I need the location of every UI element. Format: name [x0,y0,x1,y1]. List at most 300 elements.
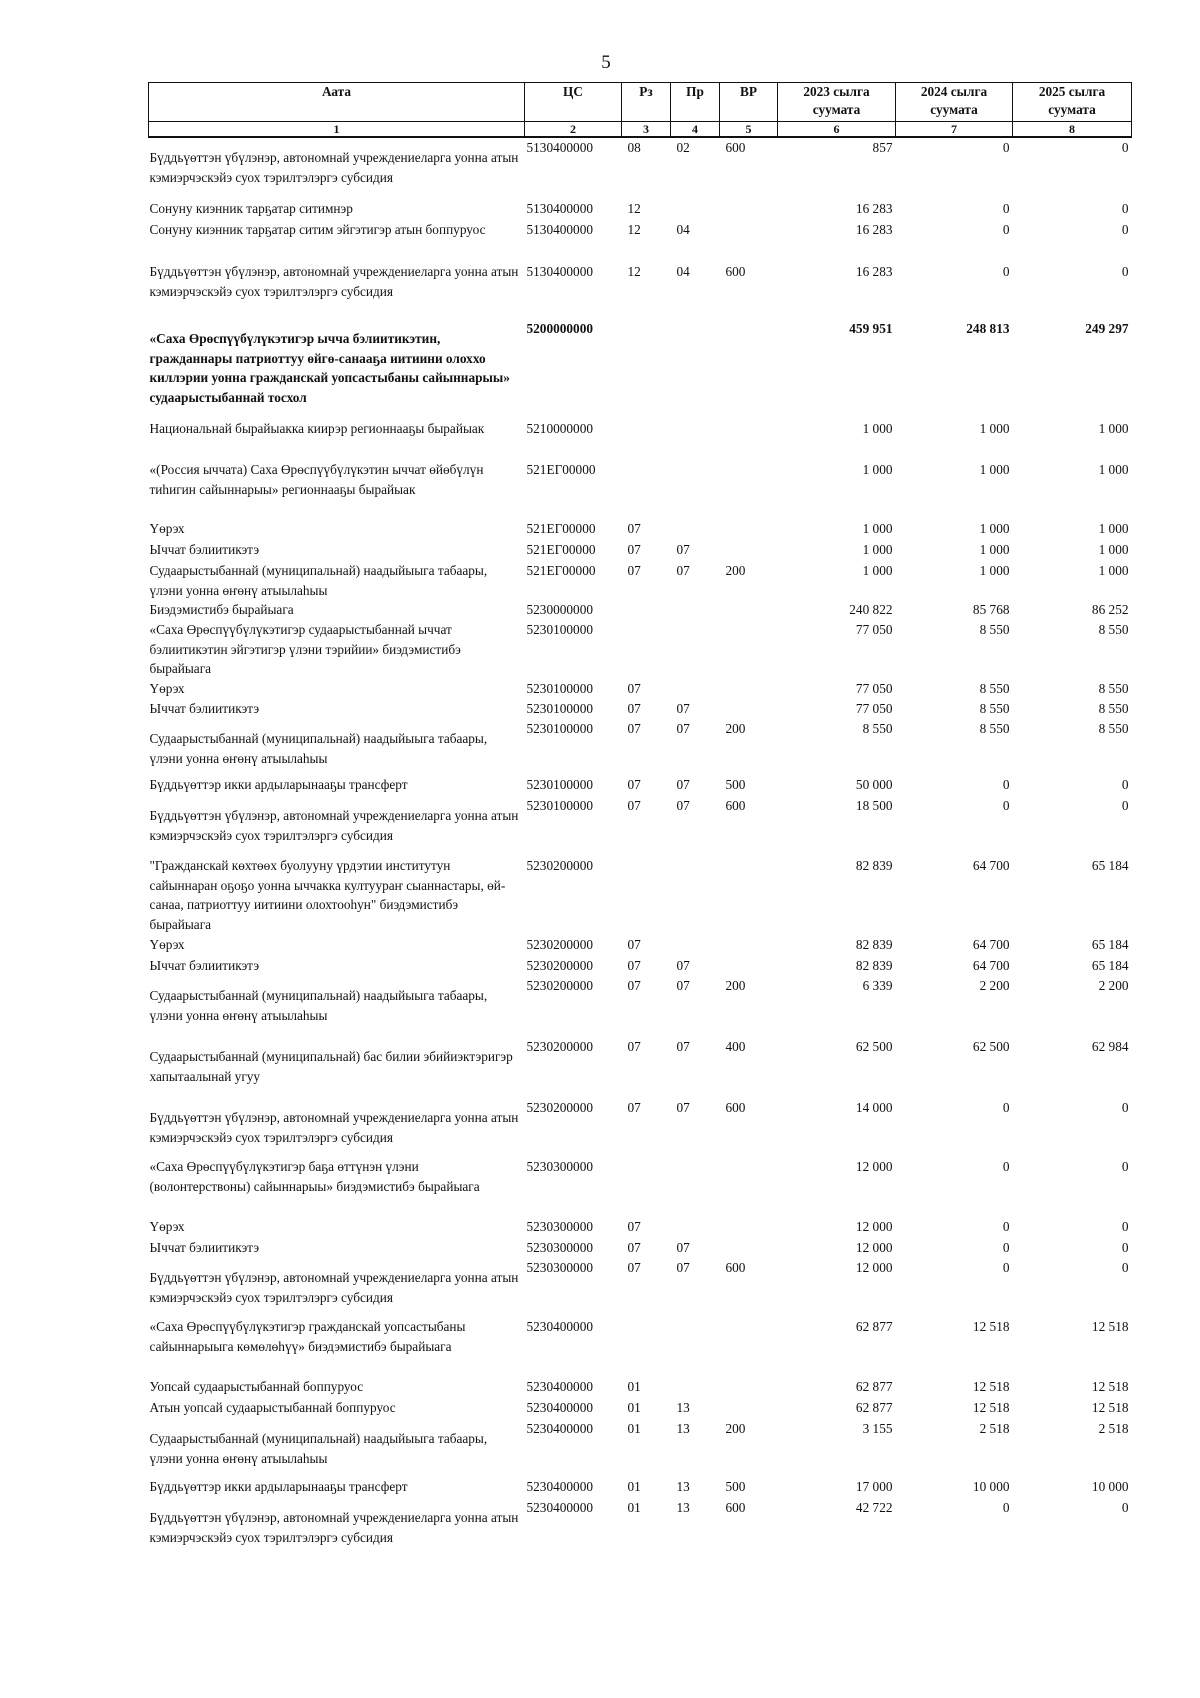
row-2025-cell: 1 000 [1098,462,1129,477]
row-2023-cell: 82 839 [855,958,893,973]
row-rz-cell: 07 [627,563,641,578]
row-2025-cell: 0 [1121,140,1129,155]
row-2024-cell: 0 [1002,140,1010,155]
table-row [149,262,1132,319]
col-number: 5 [720,122,778,138]
row-name-text: «Саха Өрөспүүбүлүкэтигэр судаарыстыбаннай ыччат бэлиитикэтин эйгэтигэр үлэни тэрийии» биэдэмистибэ бырайыага [149,622,461,676]
row-2024-cell: 1 000 [979,542,1010,557]
col-number: 3 [622,122,671,138]
table-row [149,460,1132,519]
row-rz-cell: 07 [627,1260,641,1275]
row-name-cell [149,1377,525,1398]
row-rz-cell [622,600,671,620]
row-cs-cell: 5230200000 [526,937,593,952]
row-name-text: Судаарыстыбаннай (муниципальнай) наадыйыыга табаары, үлэни уонна өҥөнү атыылаһыы [149,988,488,1023]
row-vr-cell [720,956,778,976]
row-2023-cell: 8 550 [862,721,893,736]
row-vr-cell: 200 [725,978,746,993]
row-2023-cell: 77 050 [855,701,893,716]
row-name-text: Ыччат бэлиитикэтэ [149,958,260,973]
row-2023-cell: 1 000 [862,421,893,436]
row-2023-cell: 12 000 [855,1240,893,1255]
row-pr-cell [671,1377,720,1398]
row-2024-cell: 12 518 [972,1379,1010,1394]
row-2023-cell: 240 822 [849,602,893,617]
row-name-text: Бүддьүөттэн үбүлэнэр, автономнай учреждениеларга уонна атын кэмиэрчэскэйэ суох тэрилтэлэргэ субсидия [149,264,519,299]
row-2024-cell: 12 518 [972,1319,1010,1334]
row-rz-cell: 07 [627,958,641,973]
col-header-rz: Рз [622,83,671,122]
row-2023-cell: 77 050 [855,622,893,637]
row-2025-cell: 8 550 [1098,681,1129,696]
table-row [149,519,1132,540]
table-row [149,1098,1132,1157]
table-row [149,719,1132,775]
row-2023-cell: 14 000 [855,1100,893,1115]
row-vr-cell: 200 [725,563,746,578]
row-pr-cell: 07 [676,563,690,578]
row-cs-cell: 5230100000 [526,798,593,813]
row-rz-cell: 07 [627,978,641,993]
row-cs-cell: 521ЕГ00000 [526,462,596,477]
row-2024-cell: 10 000 [972,1479,1010,1494]
row-2023-cell: 1 000 [862,563,893,578]
row-2023-cell: 62 877 [855,1379,893,1394]
row-cs-cell: 5230200000 [526,1100,593,1115]
row-rz-cell: 07 [627,1039,641,1054]
row-pr-cell: 13 [676,1479,690,1494]
row-2025-cell: 86 252 [1091,602,1129,617]
row-rz-cell: 07 [627,1219,641,1234]
col-header-2024: 2024 сылга суумата [896,83,1013,122]
row-rz-cell: 07 [627,937,641,952]
row-vr-cell: 200 [725,721,746,736]
row-name-cell [149,935,525,956]
table-row [149,775,1132,796]
row-vr-cell [720,1398,778,1419]
row-name-text: «(Россия ыччата) Саха Өрөспүүбүлүкэтин ыччат өйөбүлүн тиһигин сайыннарыы» регионнааҕы бырайыак [149,462,484,497]
row-name-text: Үөрэх [149,1219,185,1234]
column-number-row [149,122,1132,138]
row-2024-cell: 85 768 [972,602,1010,617]
row-rz-cell: 12 [627,201,641,216]
row-rz-cell: 07 [627,681,641,696]
row-pr-cell: 07 [676,1100,690,1115]
row-2023-cell: 1 000 [862,542,893,557]
row-2023-cell: 16 283 [855,222,893,237]
row-pr-cell: 02 [676,140,690,155]
row-pr-cell: 13 [676,1400,690,1415]
row-cs-cell: 5230300000 [526,1219,593,1234]
row-rz-cell [622,460,671,519]
row-cs-cell: 5230400000 [526,1400,593,1415]
table-row [149,600,1132,620]
row-pr-cell: 07 [676,798,690,813]
col-header-name: Аата [149,83,525,122]
row-2024-cell: 0 [1002,201,1010,216]
row-2023-cell: 82 839 [855,937,893,952]
row-rz-cell: 07 [627,701,641,716]
header-row [149,83,1132,122]
row-name-text: Бүддьүөттэн үбүлэнэр, автономнай учреждениеларга уонна атын кэмиэрчэскэйэ суох тэрилтэлэргэ субсидия [149,1510,519,1545]
row-2025-cell: 8 550 [1098,701,1129,716]
row-2025-cell: 12 518 [1091,1319,1129,1334]
row-vr-cell [720,1317,778,1377]
row-2025-cell: 2 200 [1098,978,1129,993]
row-cs-cell: 521ЕГ00000 [526,563,596,578]
row-2025-cell: 1 000 [1098,421,1129,436]
row-2023-cell: 12 000 [855,1159,893,1174]
row-2025-cell: 1 000 [1098,542,1129,557]
table-body [149,137,1132,1558]
col-header-vr: ВР [720,83,778,122]
row-cs-cell: 5130400000 [526,140,593,155]
row-name-cell [149,137,525,199]
row-rz-cell [622,319,671,419]
table-row [149,1238,1132,1258]
row-2024-cell: 0 [1002,1159,1010,1174]
row-pr-cell: 07 [676,958,690,973]
row-name-cell [149,1217,525,1238]
row-name-cell [149,600,525,620]
row-2024-cell: 62 500 [972,1039,1010,1054]
row-cs-cell: 5210000000 [526,421,593,436]
row-pr-cell [671,460,720,519]
table-row [149,679,1132,699]
row-pr-cell: 04 [676,264,690,279]
row-pr-cell: 07 [676,1260,690,1275]
table-row [149,699,1132,719]
row-rz-cell: 07 [627,798,641,813]
row-cs-cell: 5230400000 [526,1479,593,1494]
table-row [149,1377,1132,1398]
row-vr-cell: 200 [725,1421,746,1436]
table-row [149,561,1132,600]
col-header-cs: ЦС [525,83,622,122]
row-2025-cell: 2 518 [1098,1421,1129,1436]
row-2023-cell: 857 [872,140,893,155]
row-2023-cell: 1 000 [862,521,893,536]
row-name-text: Бүддьүөттэр икки ардыларынааҕы трансферт [149,1479,408,1494]
row-vr-cell [720,1217,778,1238]
table-row [149,1419,1132,1477]
row-name-cell [149,519,525,540]
row-2023-cell: 16 283 [855,201,893,216]
row-name-text: Үөрэх [149,521,185,536]
row-rz-cell: 08 [627,140,641,155]
row-2023-cell: 18 500 [855,798,893,813]
row-name-cell [149,699,525,719]
row-name-cell [149,775,525,796]
row-name-cell [149,1477,525,1498]
row-rz-cell: 07 [627,521,641,536]
row-2024-cell: 8 550 [979,721,1010,736]
row-pr-cell: 13 [676,1421,690,1436]
row-name-text: Уопсай судаарыстыбаннай боппуруос [149,1379,364,1394]
row-2024-cell: 0 [1002,1100,1010,1115]
row-2024-cell: 8 550 [979,701,1010,716]
row-2024-cell: 1 000 [979,563,1010,578]
row-2024-cell: 0 [1002,264,1010,279]
table-row [149,1317,1132,1377]
row-2025-cell: 1 000 [1098,563,1129,578]
row-rz-cell [622,1317,671,1377]
col-number: 2 [525,122,622,138]
row-pr-cell [671,319,720,419]
row-vr-cell: 600 [725,140,746,155]
row-vr-cell [720,620,778,679]
row-vr-cell: 600 [725,798,746,813]
row-name-text: Судаарыстыбаннай (муниципальнай) наадыйыыга табаары, үлэни уонна өҥөнү атыылаһыы [149,563,488,598]
row-vr-cell: 600 [725,264,746,279]
row-rz-cell: 07 [627,542,641,557]
row-vr-cell: 600 [725,1260,746,1275]
row-name-cell [149,1157,525,1217]
row-name-text: «Саха Өрөспүүбүлүкэтигэр баҕа өттүнэн үлэни (волонтерствоны) сайыннарыы» биэдэмистибэ бырайыага [149,1159,480,1194]
row-name-cell [149,1398,525,1419]
row-2024-cell: 12 518 [972,1400,1010,1415]
row-2025-cell: 0 [1121,1159,1129,1174]
col-number: 4 [671,122,720,138]
table-row [149,1477,1132,1498]
row-cs-cell: 5230400000 [526,1379,593,1394]
row-2024-cell: 8 550 [979,681,1010,696]
row-2025-cell: 0 [1121,264,1129,279]
row-2024-cell: 64 700 [972,858,1010,873]
table-row [149,137,1132,199]
row-rz-cell: 12 [627,264,641,279]
row-2025-cell: 0 [1121,777,1129,792]
row-vr-cell: 600 [725,1100,746,1115]
row-name-text: Үөрэх [149,937,185,952]
row-vr-cell [720,319,778,419]
row-name-cell [149,1258,525,1317]
row-vr-cell [720,1157,778,1217]
row-name-cell [149,1098,525,1157]
row-cs-cell: 5230100000 [526,681,593,696]
row-name-cell [149,976,525,1037]
row-cs-cell: 5230200000 [526,858,593,873]
row-rz-cell: 07 [627,777,641,792]
row-cs-cell: 5230400000 [526,1319,593,1334]
row-2024-cell: 1 000 [979,421,1010,436]
row-2024-cell: 0 [1002,1219,1010,1234]
row-name-cell [149,620,525,679]
row-2025-cell: 10 000 [1091,1479,1129,1494]
row-2023-cell: 12 000 [855,1260,893,1275]
row-rz-cell: 01 [627,1479,641,1494]
col-header-2023: 2023 сылга суумата [778,83,896,122]
row-pr-cell [671,1217,720,1238]
row-2023-cell: 82 839 [855,858,893,873]
row-2024-cell: 1 000 [979,521,1010,536]
row-2023-cell: 459 951 [849,321,893,336]
row-pr-cell: 04 [676,222,690,237]
row-cs-cell: 521ЕГ00000 [526,521,596,536]
row-cs-cell: 5200000000 [526,321,593,336]
row-2025-cell: 1 000 [1098,521,1129,536]
row-name-cell [149,856,525,935]
row-rz-cell [622,1157,671,1217]
row-name-text: «Саха Өрөспүүбүлүкэтигэр ычча бэлиитикэтин, гражданнары патриоттуу өйгө-санааҕа иитиини олоххо киллэрии уонна гражданскай уопсастыбаны сайыннарыы» судаарыстыбаннай тосхол [149,331,510,405]
table-row [149,1157,1132,1217]
row-name-cell [149,1037,525,1098]
row-cs-cell: 5230400000 [526,1500,593,1515]
row-cs-cell: 5130400000 [526,264,593,279]
table-row [149,956,1132,976]
page-number: 5 [601,52,611,73]
row-name-text: Бүддьүөттэн үбүлэнэр, автономнай учреждениеларга уонна атын кэмиэрчэскэйэ суох тэрилтэлэргэ субсидия [149,1110,519,1145]
row-pr-cell: 13 [676,1500,690,1515]
row-2024-cell: 0 [1002,1240,1010,1255]
row-2024-cell: 8 550 [979,622,1010,637]
row-cs-cell: 5230300000 [526,1159,593,1174]
row-2025-cell: 0 [1121,1100,1129,1115]
row-name-text: Бүддьүөттэн үбүлэнэр, автономнай учреждениеларга уонна атын кэмиэрчэскэйэ суох тэрилтэлэргэ субсидия [149,808,519,843]
row-cs-cell: 5230100000 [526,701,593,716]
row-2023-cell: 62 877 [855,1319,893,1334]
row-pr-cell [671,856,720,935]
table-row [149,1498,1132,1558]
row-pr-cell: 07 [676,1039,690,1054]
row-name-cell [149,1317,525,1377]
row-cs-cell: 5230400000 [526,1421,593,1436]
row-name-text: Сонуну киэнник тарҕатар ситим эйгэтигэр атын боппуруос [149,222,486,237]
row-pr-cell [671,935,720,956]
row-name-cell [149,419,525,460]
row-vr-cell [720,935,778,956]
row-2023-cell: 1 000 [862,462,893,477]
row-2025-cell: 0 [1121,1219,1129,1234]
row-name-text: Ыччат бэлиитикэтэ [149,1240,260,1255]
row-2023-cell: 3 155 [862,1421,893,1436]
row-2024-cell: 2 200 [979,978,1010,993]
row-2023-cell: 6 339 [862,978,893,993]
row-vr-cell [720,419,778,460]
row-cs-cell: 5230100000 [526,622,593,637]
row-name-text: Ыччат бэлиитикэтэ [149,701,260,716]
row-2025-cell: 65 184 [1091,958,1129,973]
row-name-text: Судаарыстыбаннай (муниципальнай) наадыйыыга табаары, үлэни уонна өҥөнү атыылаһыы [149,1431,488,1466]
table-row [149,1258,1132,1317]
row-vr-cell [720,1238,778,1258]
row-2025-cell: 0 [1121,1500,1129,1515]
row-cs-cell: 5230200000 [526,1039,593,1054]
row-name-cell [149,319,525,419]
row-cs-cell: 521ЕГ00000 [526,542,596,557]
row-name-text: "Гражданскай көхтөөх буолууну үрдэтии институтун сайыннаран оҕоҕо уонна ыччакка култуураҥ сыаннастары, өй-санаа, патриоттуу иитиини олохтооһун" биэдэмистибэ бырайыага [149,858,506,932]
row-vr-cell [720,460,778,519]
budget-table [148,82,1132,1558]
row-pr-cell: 07 [676,978,690,993]
row-name-text: Судаарыстыбаннай (муниципальнай) наадыйыыга табаары, үлэни уонна өҥөнү атыылаһыы [149,731,488,766]
row-cs-cell: 5230200000 [526,978,593,993]
row-name-cell [149,719,525,775]
row-rz-cell: 01 [627,1379,641,1394]
row-rz-cell [622,856,671,935]
row-vr-cell: 600 [725,1500,746,1515]
row-pr-cell: 07 [676,721,690,736]
row-vr-cell [720,519,778,540]
table-row [149,976,1132,1037]
row-2025-cell: 12 518 [1091,1379,1129,1394]
row-vr-cell [720,220,778,262]
table-row [149,1217,1132,1238]
row-rz-cell [622,419,671,460]
row-cs-cell: 5130400000 [526,222,593,237]
table-row [149,1037,1132,1098]
row-2024-cell: 0 [1002,1500,1010,1515]
col-number: 7 [896,122,1013,138]
table-row [149,419,1132,460]
row-2024-cell: 1 000 [979,462,1010,477]
row-2024-cell: 248 813 [966,321,1010,336]
table-row [149,1398,1132,1419]
row-2025-cell: 65 184 [1091,858,1129,873]
row-2023-cell: 77 050 [855,681,893,696]
row-rz-cell: 01 [627,1400,641,1415]
row-2025-cell: 62 984 [1091,1039,1129,1054]
row-pr-cell [671,600,720,620]
row-rz-cell: 07 [627,1240,641,1255]
row-name-cell [149,460,525,519]
row-2023-cell: 12 000 [855,1219,893,1234]
table-row [149,620,1132,679]
table-row [149,540,1132,561]
row-2023-cell: 16 283 [855,264,893,279]
row-name-cell [149,796,525,856]
row-2025-cell: 0 [1121,201,1129,216]
row-pr-cell [671,1317,720,1377]
row-name-cell [149,1238,525,1258]
row-vr-cell: 500 [725,1479,746,1494]
row-rz-cell: 12 [627,222,641,237]
row-name-text: Бүддьүөттэр икки ардыларынааҕы трансферт [149,777,408,792]
row-2025-cell: 0 [1121,1240,1129,1255]
row-name-text: Атын уопсай судаарыстыбаннай боппуруос [149,1400,396,1415]
row-name-cell [149,262,525,319]
row-pr-cell [671,419,720,460]
table-row [149,220,1132,262]
row-2023-cell: 62 877 [855,1400,893,1415]
row-cs-cell: 5230100000 [526,721,593,736]
row-2025-cell: 249 297 [1085,321,1129,336]
row-name-text: Үөрэх [149,681,185,696]
row-2023-cell: 17 000 [855,1479,893,1494]
row-vr-cell [720,199,778,220]
row-pr-cell [671,1157,720,1217]
table-row [149,856,1132,935]
row-name-text: Бүддьүөттэн үбүлэнэр, автономнай учреждениеларга уонна атын кэмиэрчэскэйэ суох тэрилтэлэргэ субсидия [149,150,519,185]
col-header-2025: 2025 сылга суумата [1013,83,1132,122]
row-2024-cell: 0 [1002,1260,1010,1275]
row-2023-cell: 42 722 [855,1500,893,1515]
row-vr-cell [720,856,778,935]
row-name-cell [149,1498,525,1558]
row-name-text: Национальнай бырайыакка киирэр регионнааҕы бырайыак [149,421,485,436]
row-rz-cell: 01 [627,1421,641,1436]
table-row [149,199,1132,220]
row-cs-cell: 5230300000 [526,1260,593,1275]
row-name-text: Бүддьүөттэн үбүлэнэр, автономнай учреждениеларга уонна атын кэмиэрчэскэйэ суох тэрилтэлэргэ субсидия [149,1270,519,1305]
row-cs-cell: 5230200000 [526,958,593,973]
row-name-cell [149,679,525,699]
row-rz-cell: 01 [627,1500,641,1515]
row-vr-cell [720,540,778,561]
table-row [149,319,1132,419]
row-name-cell [149,561,525,600]
row-pr-cell: 07 [676,701,690,716]
